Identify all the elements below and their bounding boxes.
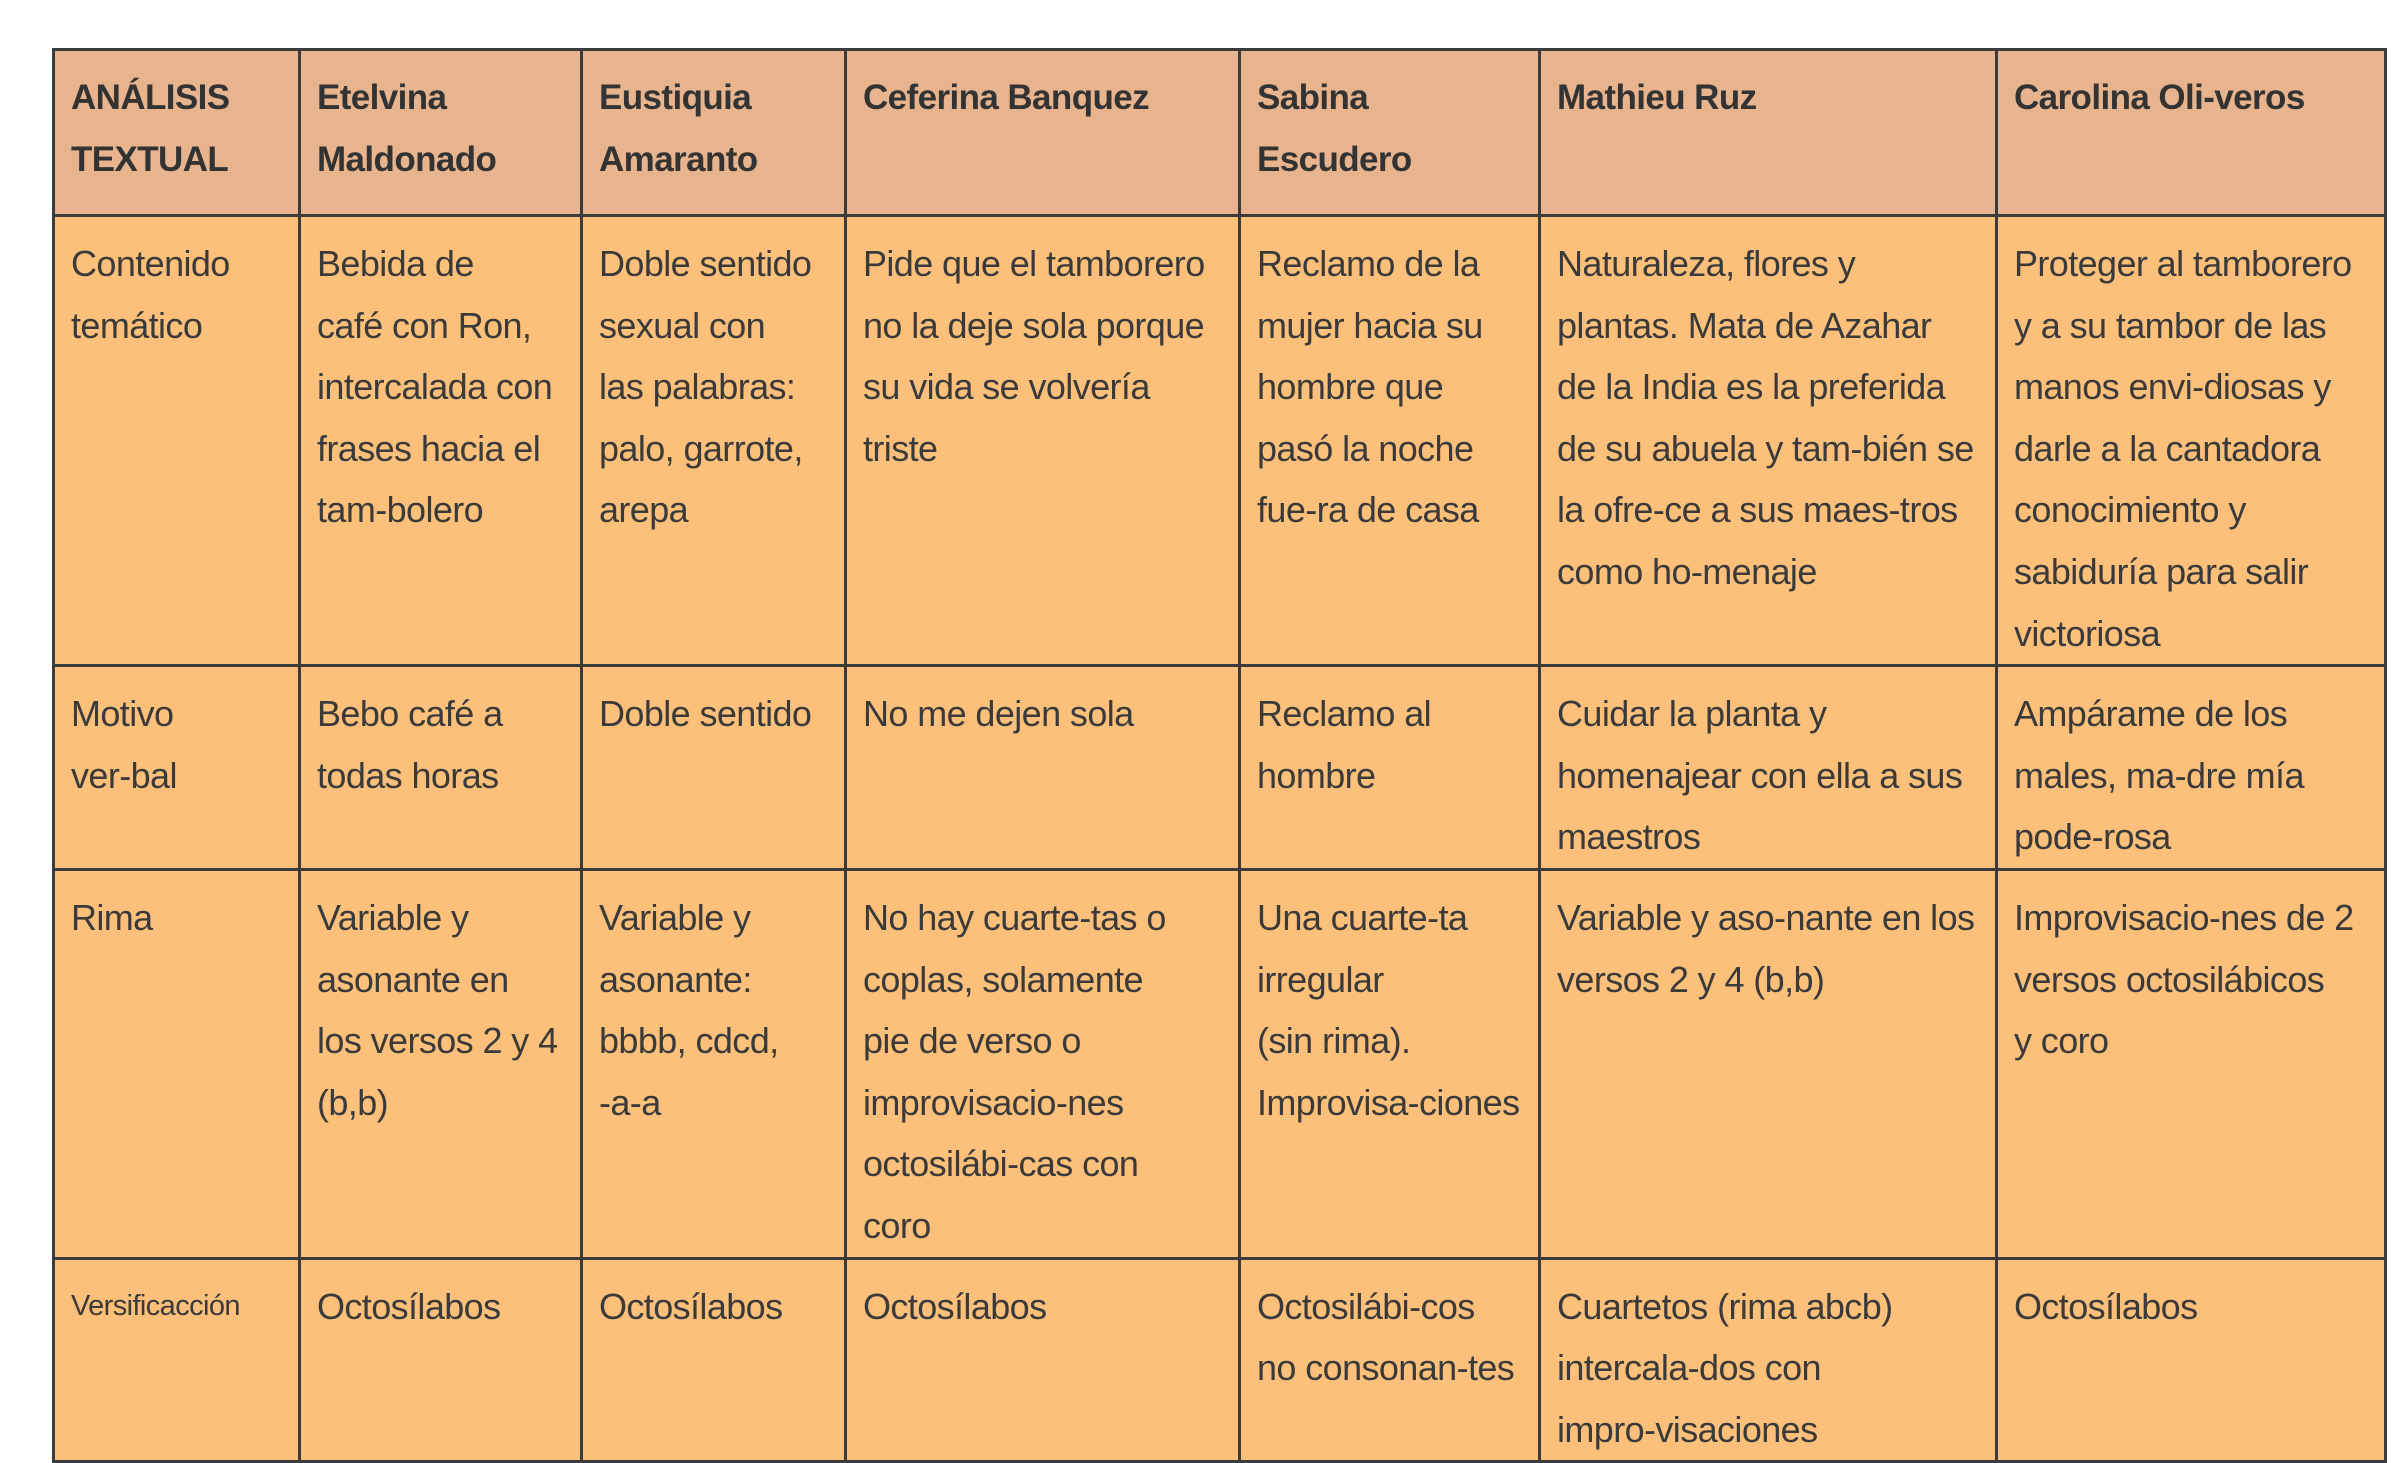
- cell-line: sabiduría para salir: [2014, 550, 2309, 592]
- table-cell: [1997, 869, 2386, 1258]
- cell-line: homenajear con ella a sus: [1557, 754, 1963, 796]
- table-cell: [846, 666, 1240, 870]
- header-ceferina-banquez: [846, 50, 1240, 216]
- cell-line: de la India es la preferida: [1557, 366, 1946, 408]
- header-line: Eustiquia: [599, 78, 752, 117]
- cell-line: Variable y: [599, 896, 751, 938]
- header-line: TEXTUAL: [71, 139, 229, 179]
- cell-line: temático: [71, 304, 203, 346]
- table-cell: [846, 1258, 1240, 1462]
- cell-line: los versos 2 y 4: [317, 1020, 558, 1062]
- table-cell: [300, 869, 582, 1258]
- cell-line: mujer hacia su: [1257, 304, 1483, 346]
- cell-line: Reclamo de la: [1257, 243, 1480, 284]
- cell-line: café con Ron,: [317, 304, 532, 346]
- cell-line: como ho-menaje: [1557, 550, 1817, 592]
- table-cell: [582, 1258, 846, 1462]
- cell-line: su vida se volvería: [863, 366, 1150, 408]
- table-cell: [300, 666, 582, 870]
- cell-line: triste: [863, 427, 938, 469]
- table-cell: [1540, 216, 1997, 666]
- cell-line: de su abuela y tam-bién se: [1557, 427, 1974, 469]
- cell-line: Proteger al tamborero: [2014, 243, 2352, 284]
- cell-line: octosilábi-cas con: [863, 1143, 1139, 1185]
- header-line: Escudero: [1257, 139, 1412, 179]
- cell-line: coplas, solamente: [863, 958, 1143, 1000]
- cell-line: improvisacio-nes: [863, 1081, 1124, 1123]
- cell-line: pie de verso o: [863, 1020, 1081, 1062]
- cell-line: frases hacia el: [317, 427, 541, 469]
- header-line: Etelvina: [317, 78, 447, 117]
- table-cell: [582, 869, 846, 1258]
- cell-line: irregular: [1257, 958, 1384, 1000]
- cell-line: victoriosa: [2014, 612, 2161, 654]
- table-row-versificaccion: [54, 1258, 2386, 1462]
- cell-line: Bebo café a: [317, 693, 503, 735]
- table-cell: [300, 216, 582, 666]
- table-cell: [1540, 666, 1997, 870]
- textual-analysis-table-container: [52, 48, 2384, 1463]
- row-label-rima: [54, 869, 300, 1258]
- cell-line: la ofre-ce a sus maes-tros: [1557, 489, 1958, 531]
- table-cell: [1240, 1258, 1540, 1462]
- cell-line: Variable y aso-nante en los: [1557, 896, 1975, 938]
- row-label-contenido-tematico: [54, 216, 300, 666]
- cell-line: Octosílabos: [863, 1285, 1047, 1327]
- cell-line: todas horas: [317, 754, 499, 796]
- table-cell: [1240, 216, 1540, 666]
- table-cell: [1997, 1258, 2386, 1462]
- table-cell: [1540, 869, 1997, 1258]
- cell-line: Improvisa-ciones: [1257, 1081, 1520, 1123]
- cell-line: (sin rima).: [1257, 1020, 1411, 1062]
- header-line: ANÁLISIS: [71, 78, 230, 117]
- cell-line: asonante:: [599, 958, 752, 1000]
- cell-line: sexual con: [599, 304, 766, 346]
- cell-line: pasó la noche: [1257, 427, 1474, 469]
- cell-line: versos octosilábicos: [2014, 958, 2325, 1000]
- row-label-versificaccion: [54, 1258, 300, 1462]
- header-line: Maldonado: [317, 139, 497, 179]
- cell-line: Reclamo al: [1257, 693, 1432, 735]
- cell-line: males, ma-dre mía: [2014, 754, 2304, 796]
- cell-line: coro: [863, 1204, 931, 1246]
- table-cell: [1997, 666, 2386, 870]
- cell-line: hombre: [1257, 754, 1376, 796]
- cell-line: las palabras:: [599, 366, 796, 408]
- cell-line: Improvisacio-nes de 2: [2014, 896, 2354, 938]
- cell-line: Octosílabos: [2014, 1285, 2198, 1327]
- cell-line: palo, garrote,: [599, 427, 803, 469]
- cell-line: intercalada con: [317, 366, 553, 408]
- cell-line: -a-a: [599, 1081, 661, 1123]
- cell-line: hombre que: [1257, 366, 1444, 408]
- table-cell: [582, 666, 846, 870]
- cell-line: Versificacción: [71, 1289, 240, 1322]
- cell-line: Contenido: [71, 243, 230, 284]
- header-mathieu-ruz: [1540, 50, 1997, 216]
- table-row-motivo-verbal: [54, 666, 2386, 870]
- cell-line: intercala-dos con: [1557, 1347, 1821, 1389]
- cell-line: y coro: [2014, 1020, 2109, 1062]
- cell-line: Naturaleza, flores y: [1557, 243, 1856, 284]
- table-cell: [300, 1258, 582, 1462]
- cell-line: impro-visaciones: [1557, 1408, 1818, 1450]
- cell-line: No me dejen sola: [863, 693, 1134, 735]
- header-line: Sabina: [1257, 78, 1369, 117]
- header-line: Amaranto: [599, 139, 758, 179]
- cell-line: No hay cuarte-tas o: [863, 896, 1166, 938]
- cell-line: (b,b): [317, 1081, 389, 1123]
- cell-line: Variable y: [317, 896, 469, 938]
- cell-line: Motivo: [71, 693, 174, 735]
- cell-line: maestros: [1557, 816, 1701, 858]
- cell-line: manos envi-diosas y: [2014, 366, 2331, 408]
- cell-line: conocimiento y: [2014, 489, 2246, 531]
- header-line: Carolina Oli-veros: [2014, 78, 2305, 117]
- header-eustiquia-amaranto: [582, 50, 846, 216]
- cell-line: Octosilábi-cos: [1257, 1285, 1475, 1327]
- cell-line: Pide que el tamborero: [863, 243, 1205, 284]
- cell-line: Octosílabos: [317, 1285, 501, 1327]
- cell-line: Doble sentido: [599, 243, 812, 284]
- cell-line: plantas. Mata de Azahar: [1557, 304, 1932, 346]
- textual-analysis-table: [52, 48, 2387, 1463]
- table-row-contenido-tematico: [54, 216, 2386, 666]
- cell-line: darle a la cantadora: [2014, 427, 2321, 469]
- table-cell: [582, 216, 846, 666]
- cell-line: Octosílabos: [599, 1285, 783, 1327]
- cell-line: fue-ra de casa: [1257, 489, 1479, 531]
- row-label-motivo-verbal: [54, 666, 300, 870]
- cell-line: Cuartetos (rima abcb): [1557, 1285, 1893, 1327]
- cell-line: Bebida de: [317, 243, 474, 284]
- cell-line: Rima: [71, 896, 153, 938]
- table-header-row: [54, 50, 2386, 216]
- table-cell: [1540, 1258, 1997, 1462]
- header-etelvina-maldonado: [300, 50, 582, 216]
- cell-line: asonante en: [317, 958, 509, 1000]
- cell-line: no consonan-tes: [1257, 1347, 1515, 1389]
- cell-line: Doble sentido: [599, 693, 812, 735]
- cell-line: tam-bolero: [317, 489, 484, 531]
- header-analisis-textual: [54, 50, 300, 216]
- header-carolina-oliveros: [1997, 50, 2386, 216]
- cell-line: y a su tambor de las: [2014, 304, 2327, 346]
- cell-line: versos 2 y 4 (b,b): [1557, 958, 1825, 1000]
- cell-line: pode-rosa: [2014, 816, 2171, 858]
- cell-line: Ampárame de los: [2014, 693, 2288, 735]
- table-cell: [1240, 869, 1540, 1258]
- cell-line: Cuidar la planta y: [1557, 693, 1827, 735]
- table-cell: [1240, 666, 1540, 870]
- table-row-rima: [54, 869, 2386, 1258]
- cell-line: arepa: [599, 489, 689, 531]
- table-cell: [846, 869, 1240, 1258]
- table-cell: [846, 216, 1240, 666]
- header-sabina-escudero: [1240, 50, 1540, 216]
- table-cell: [1997, 216, 2386, 666]
- cell-line: ver-bal: [71, 754, 177, 796]
- cell-line: Una cuarte-ta: [1257, 896, 1468, 938]
- cell-line: bbbb, cdcd,: [599, 1020, 779, 1062]
- cell-line: no la deje sola porque: [863, 304, 1205, 346]
- header-line: Ceferina Banquez: [863, 78, 1150, 117]
- header-line: Mathieu Ruz: [1557, 78, 1757, 117]
